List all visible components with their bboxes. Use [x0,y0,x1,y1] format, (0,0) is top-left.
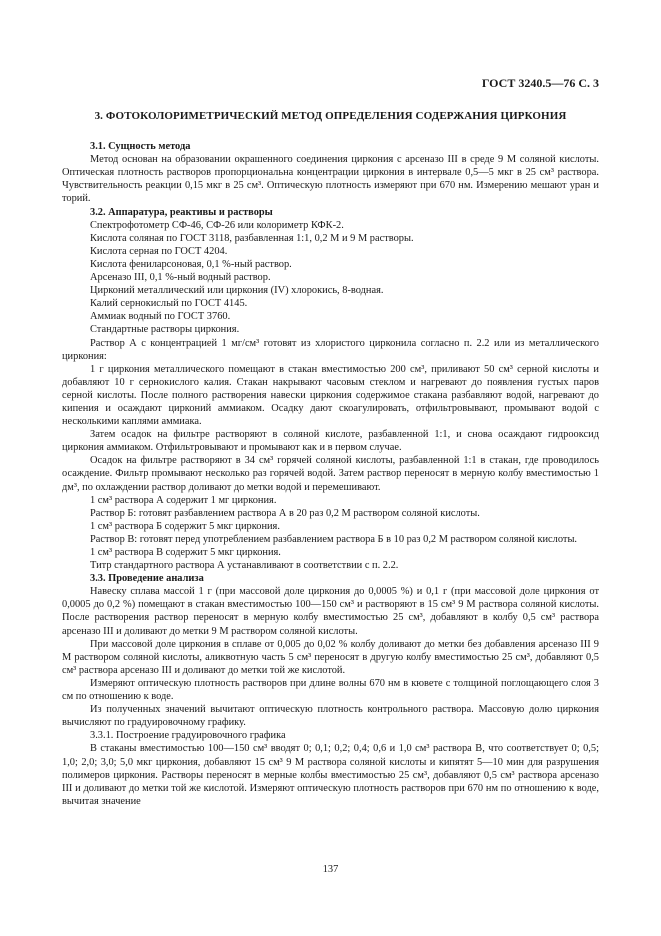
page-number: 137 [322,864,339,875]
paragraph: Осадок на фильтре растворяют в 34 см³ горячей соляной кислоты, разбавленной 1:1 в стакан, где проводилось осаждение. Фильтр промывают несколько раз горячей водой. Затем раствор переносят в мерную колбу вместимостью 1 дм³, по охлаждении раствор доливают до метки водой и перемешивают. [62,455,599,493]
paragraph: При массовой доле циркония в сплаве от 0,005 до 0,02 % колбу доливают до метки без добавления арсеназо III 9 М раствором соляной кислоты, аликвотную часть 5 см³ переносят в другую колбу вместимостью 25 см³, добавляют 0,5 см³ раствора арсеназо III и доливают до метки той же кислотой. [62,638,599,676]
subsection-heading: 3.2. Аппаратура, реактивы и растворы [90,206,273,218]
paragraph: Цирконий металлический или циркония (IV) хлорокись, 8-водная. [90,285,384,297]
paragraph: 1 см³ раствора Б содержит 5 мкг циркония. [90,520,280,532]
paragraph: Раствор А с концентрацией 1 мг/см³ готовят из хлористого цирконила согласно п. 2.2 или из металлического циркония: [62,337,599,362]
paragraph: Титр стандартного раствора А устанавливают в соответствии с п. 2.2. [90,560,399,572]
paragraph: Раствор Б: готовят разбавлением раствора А в 20 раз 0,2 М раствором соляной кислоты. [90,507,480,519]
paragraph: Измеряют оптическую плотность растворов при длине волны 670 нм в кювете с толщиной поглощающего слоя 3 см по отношению к воде. [62,677,599,703]
document-body [62,110,599,808]
paragraph: В стаканы вместимостью 100—150 см³ вводят 0; 0,1; 0,2; 0,4; 0,6 и 1,0 см³ раствора В, что соответствует 0; 0,5; 1,0; 2,0; 3,0; 5,0 мкг циркония, добавляют 15 см³ 9 М раствора соляной кислоты и кипятят 5—10 мин для разрушения полимеров циркония. Растворы переносят в мерные колбы вместимостью 25 см³, добавляют 0,5 см³ раствора арсеназо III и доливают до метки той же кислотой. Измеряют оптическую плотность растворов при 670 нм по отношению к воде, вычитая значение [62,743,599,807]
paragraph: 1 см³ раствора А содержит 1 мг циркония. [90,494,277,506]
paragraph: Кислота серная по ГОСТ 4204. [90,245,228,257]
subsection-heading: 3.3. Проведение анализа [90,573,204,585]
paragraph: Стандартные растворы циркония. [90,324,240,336]
paragraph: Спектрофотометр СФ-46, СФ-26 или колориметр КФК-2. [90,219,344,231]
page-header: ГОСТ 3240.5—76 С. 3 [481,76,599,90]
section-title: 3. ФОТОКОЛОРИМЕТРИЧЕСКИЙ МЕТОД ОПРЕДЕЛЕНИЯ СОДЕРЖАНИЯ ЦИРКОНИЯ [94,110,567,122]
paragraph: 1 см³ раствора В содержит 5 мкг циркония. [90,547,281,558]
paragraph: Затем осадок на фильтре растворяют в соляной кислоте, разбавленной 1:1, и снова осаждают гидрооксид циркония аммиаком. Отфильтровывают и промывают как и в первом случае. [62,429,599,454]
paragraph: Кислота фениларсоновая, 0,1 %-ный раствор. [90,258,292,270]
paragraph: Кислота соляная по ГОСТ 3118, разбавленная 1:1, 0,2 М и 9 М растворы. [90,232,414,244]
paragraph: Из полученных значений вычитают оптическую плотность контрольного раствора. Массовую долю циркония вычисляют по градуировочному графику. [62,704,599,729]
paragraph: Навеску сплава массой 1 г (при массовой доле циркония до 0,0005 %) и 0,1 г (при массовой доле циркония от 0,0005 до 0,2 %) помещают в стакан вместимостью 100—150 см³ и растворяют в 15 см³ 9 М раствора соляной кислоты. После растворения раствор переносят в мерную колбу вместимостью 25 см³, добавляют в колбу 0,5 см³ раствора арсеназо III и доливают до метки 9 М раствором соляной кислоты. [62,586,599,637]
paragraph: 1 г циркония металлического помещают в стакан вместимостью 200 см³, приливают 50 см³ серной кислоты и добавляют 10 г сернокислого калия. Стакан накрывают часовым стеклом и нагревают до появления густых паров серной кислоты. После полного растворения навески циркония содержимое стакана разбавляют водой, нагревают до кипения и осаждают цирконий аммиаком. Осадку дают скоагулировать, отфильтровывают, промывают водой с несколькими каплями аммиака. [62,363,599,428]
paragraph: Калий сернокислый по ГОСТ 4145. [90,298,248,310]
paragraph: Раствор В: готовят перед употреблением разбавлением раствора Б в 10 раз 0,2 М раствором соляной кислоты. [90,533,578,545]
paragraph: 3.3.1. Построение градуировочного графика [90,730,286,742]
paragraph: Аммиак водный по ГОСТ 3760. [90,311,231,323]
subsection-heading: 3.1. Сущность метода [90,141,191,153]
paragraph: Метод основан на образовании окрашенного соединения циркония с арсеназо III в среде 9 М соляной кислоты. Оптическая плотность растворов пропорциональна концентрации циркония в интервале 0,5—5 мкг в 25 см³ раствора. Чувствительность реакции 0,15 мкг в 25 см³. Оптическую плотность измеряют при 670 нм. Измерению мешают уран и торий. [62,154,599,205]
paragraph: Арсеназо III, 0,1 %-ный водный раствор. [90,272,271,284]
